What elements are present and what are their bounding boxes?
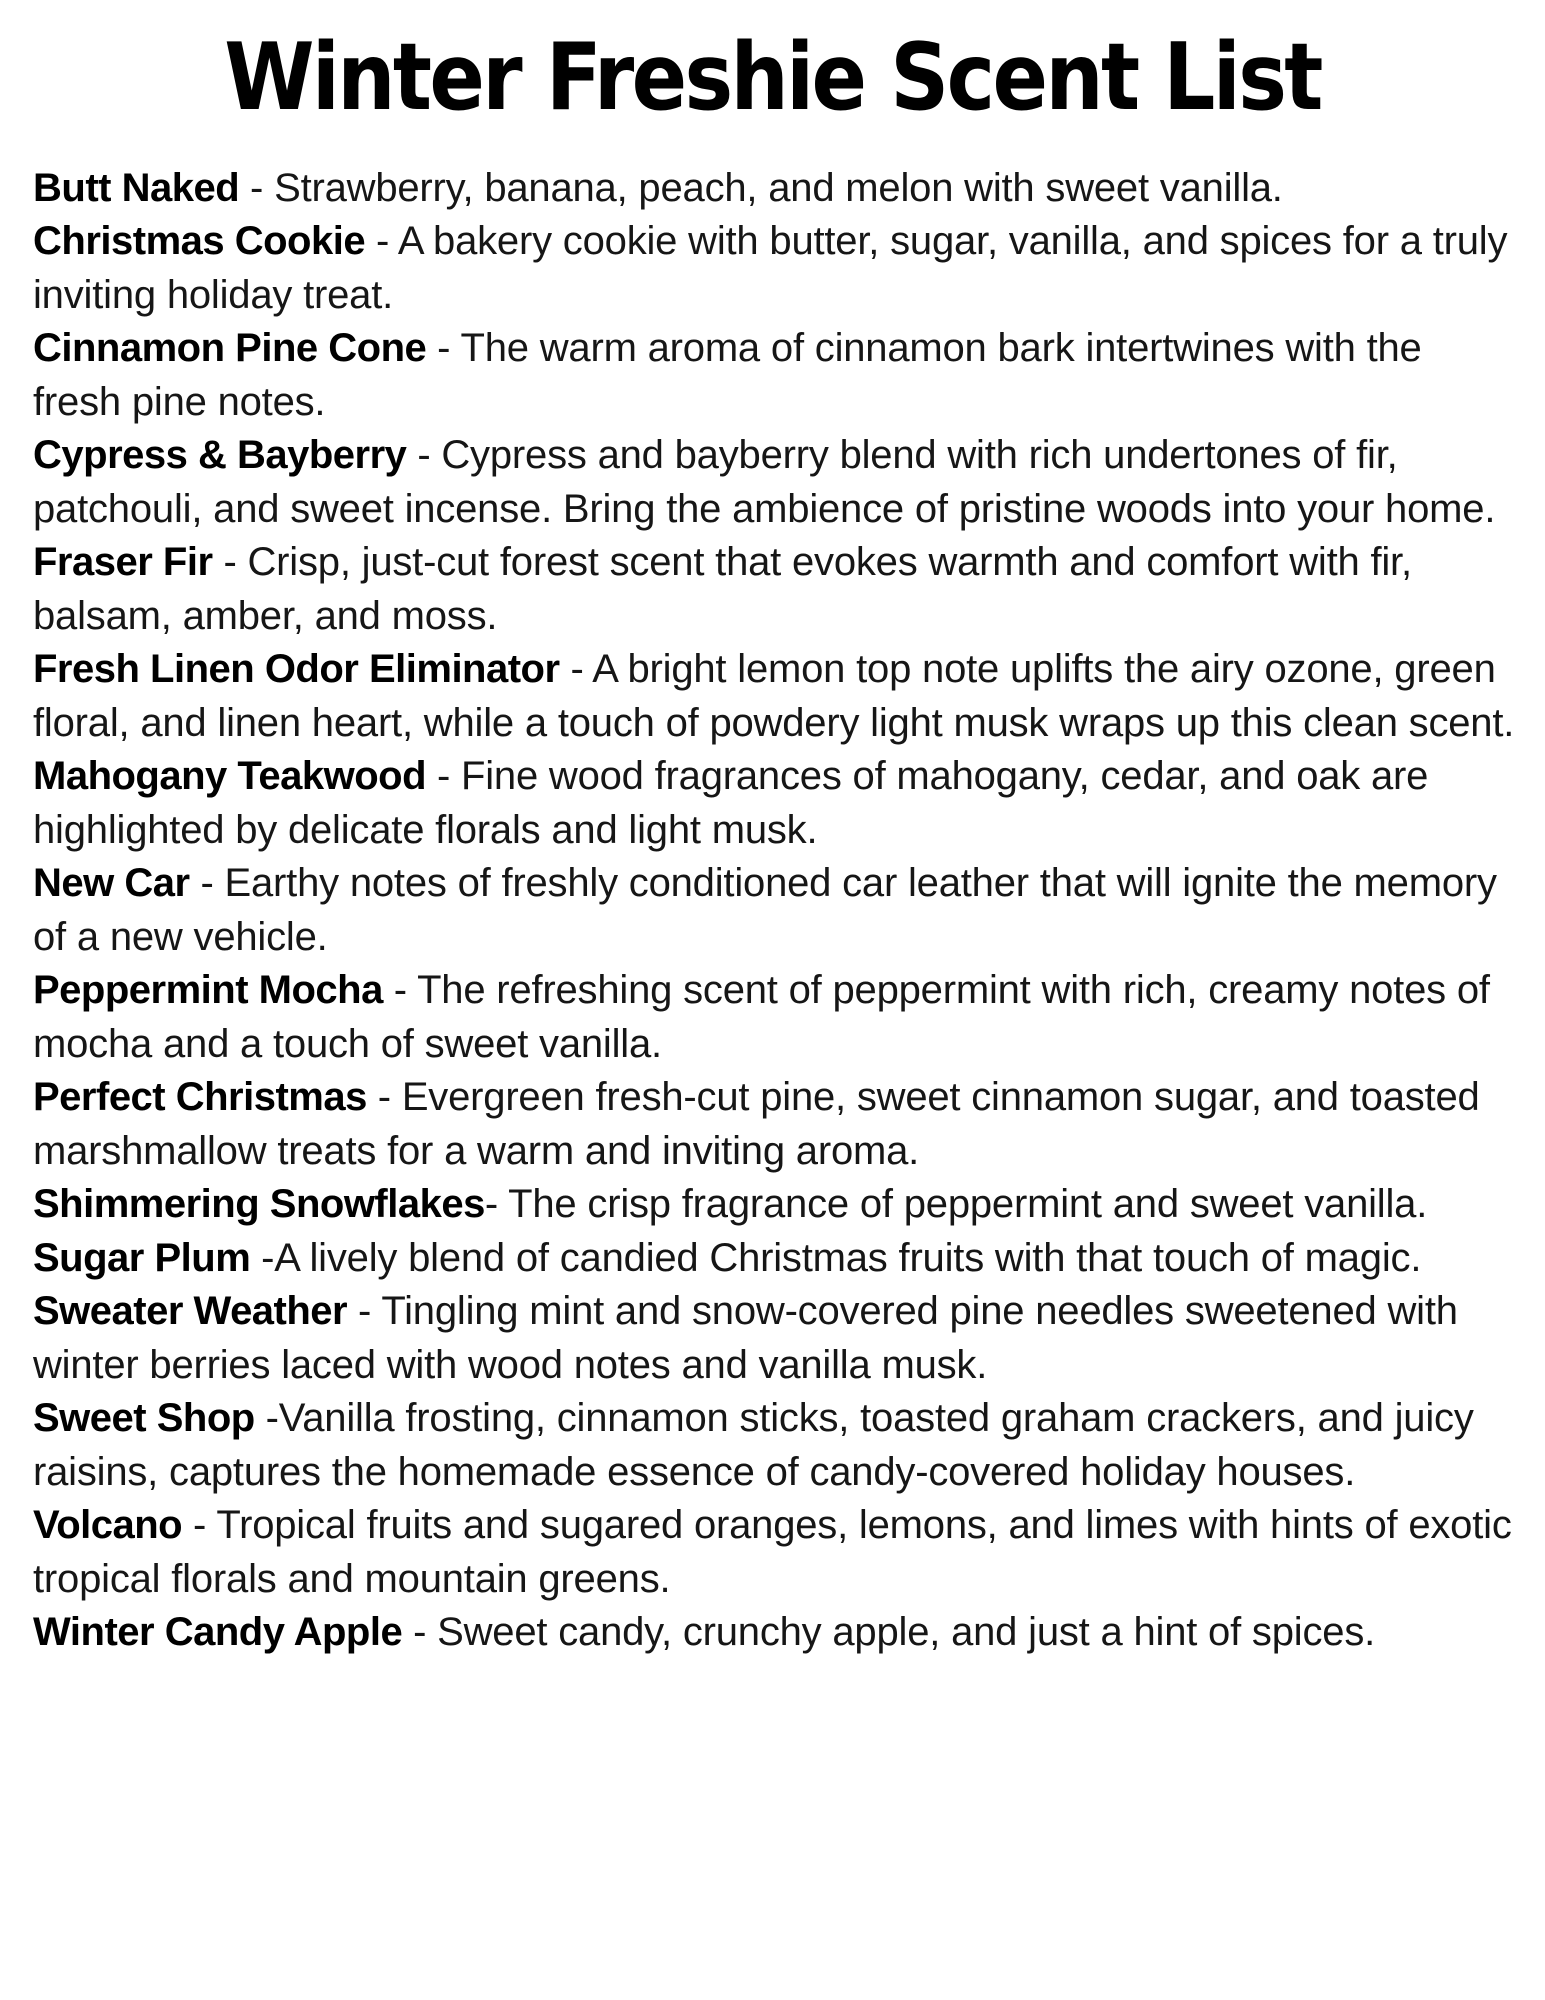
scent-entry: [33, 1232, 1515, 1286]
scent-name: Volcano: [33, 1503, 183, 1548]
scent-name: Shimmering Snowflakes: [33, 1182, 485, 1227]
scent-entry: [33, 1606, 1515, 1660]
scent-entry: [33, 322, 1515, 429]
scent-name: Cypress & Bayberry: [33, 433, 407, 478]
page-title: Winter Freshie Scent List: [224, 23, 1321, 131]
scent-description: - Strawberry, banana, peach, and melon with sweet vanilla.: [239, 165, 1283, 210]
scent-description: - The refreshing scent of peppermint with rich, creamy notes of mocha and a touch of sweet vanilla.: [33, 968, 1490, 1066]
scent-description: -A lively blend of candied Christmas fruits with that touch of magic.: [250, 1235, 1422, 1280]
scent-description: - Sweet candy, crunchy apple, and just a hint of spices.: [402, 1610, 1376, 1655]
scent-entry: [33, 1392, 1515, 1499]
scent-description: - Earthy notes of freshly conditioned car leather that will ignite the memory of a new vehicle.: [33, 861, 1497, 959]
scent-name: Christmas Cookie: [33, 219, 366, 264]
scent-entry: [33, 162, 1515, 216]
scent-description: - Evergreen fresh-cut pine, sweet cinnamon sugar, and toasted marshmallow treats for a warm and inviting aroma.: [33, 1075, 1480, 1173]
scent-name: Butt Naked: [33, 165, 240, 210]
scent-entry: [33, 750, 1515, 857]
scent-description: - Tropical fruits and sugared oranges, lemons, and limes with hints of exotic tropical florals and mountain greens.: [33, 1503, 1512, 1601]
scent-entry: [33, 857, 1515, 964]
scent-description: - Tingling mint and snow-covered pine needles sweetened with winter berries laced with wood notes and vanilla musk.: [33, 1289, 1458, 1387]
scent-name: Fraser Fir: [33, 540, 213, 585]
scent-entry: [33, 1178, 1515, 1232]
scent-name: New Car: [33, 861, 190, 906]
scent-description: - Fine wood fragrances of mahogany, cedar, and oak are highlighted by delicate florals and light musk.: [33, 754, 1429, 852]
scent-name: Sweater Weather: [33, 1289, 348, 1334]
scent-name: Sugar Plum: [33, 1235, 251, 1280]
scent-entry: [33, 1499, 1515, 1606]
scent-description: - A bright lemon top note uplifts the airy ozone, green floral, and linen heart, while a touch of powdery light musk wraps up this clean scent.: [33, 647, 1515, 745]
scent-entry: [33, 536, 1515, 643]
scent-name: Cinnamon Pine Cone: [33, 326, 427, 371]
scent-entry: [33, 429, 1515, 536]
scent-entry: [33, 1285, 1515, 1392]
scent-name: Winter Candy Apple: [33, 1610, 403, 1655]
scent-description: -Vanilla frosting, cinnamon sticks, toasted graham crackers, and juicy raisins, captures the homemade essence of candy-covered holiday houses.: [33, 1396, 1474, 1494]
scent-description: - Cypress and bayberry blend with rich undertones of fir, patchouli, and sweet incense. Bring the ambience of pristine woods into your home.: [33, 433, 1496, 531]
scent-entry: [33, 1071, 1515, 1178]
scent-entry: [33, 643, 1515, 750]
scent-name: Peppermint Mocha: [33, 968, 383, 1013]
scent-description: - Crisp, just-cut forest scent that evokes warmth and comfort with fir, balsam, amber, and moss.: [33, 540, 1412, 638]
scent-list: [0, 162, 1545, 1660]
scent-name: Fresh Linen Odor Eliminator: [33, 647, 560, 692]
scent-name: Mahogany Teakwood: [33, 754, 427, 799]
scent-entry: [33, 964, 1515, 1071]
scent-name: Sweet Shop: [33, 1396, 255, 1441]
scent-description: - A bakery cookie with butter, sugar, vanilla, and spices for a truly inviting holiday treat.: [33, 219, 1508, 317]
scent-entry: [33, 215, 1515, 322]
scent-name: Perfect Christmas: [33, 1075, 367, 1120]
scent-description: - The crisp fragrance of peppermint and sweet vanilla.: [484, 1182, 1428, 1227]
scent-description: - The warm aroma of cinnamon bark intertwines with the fresh pine notes.: [33, 326, 1422, 424]
